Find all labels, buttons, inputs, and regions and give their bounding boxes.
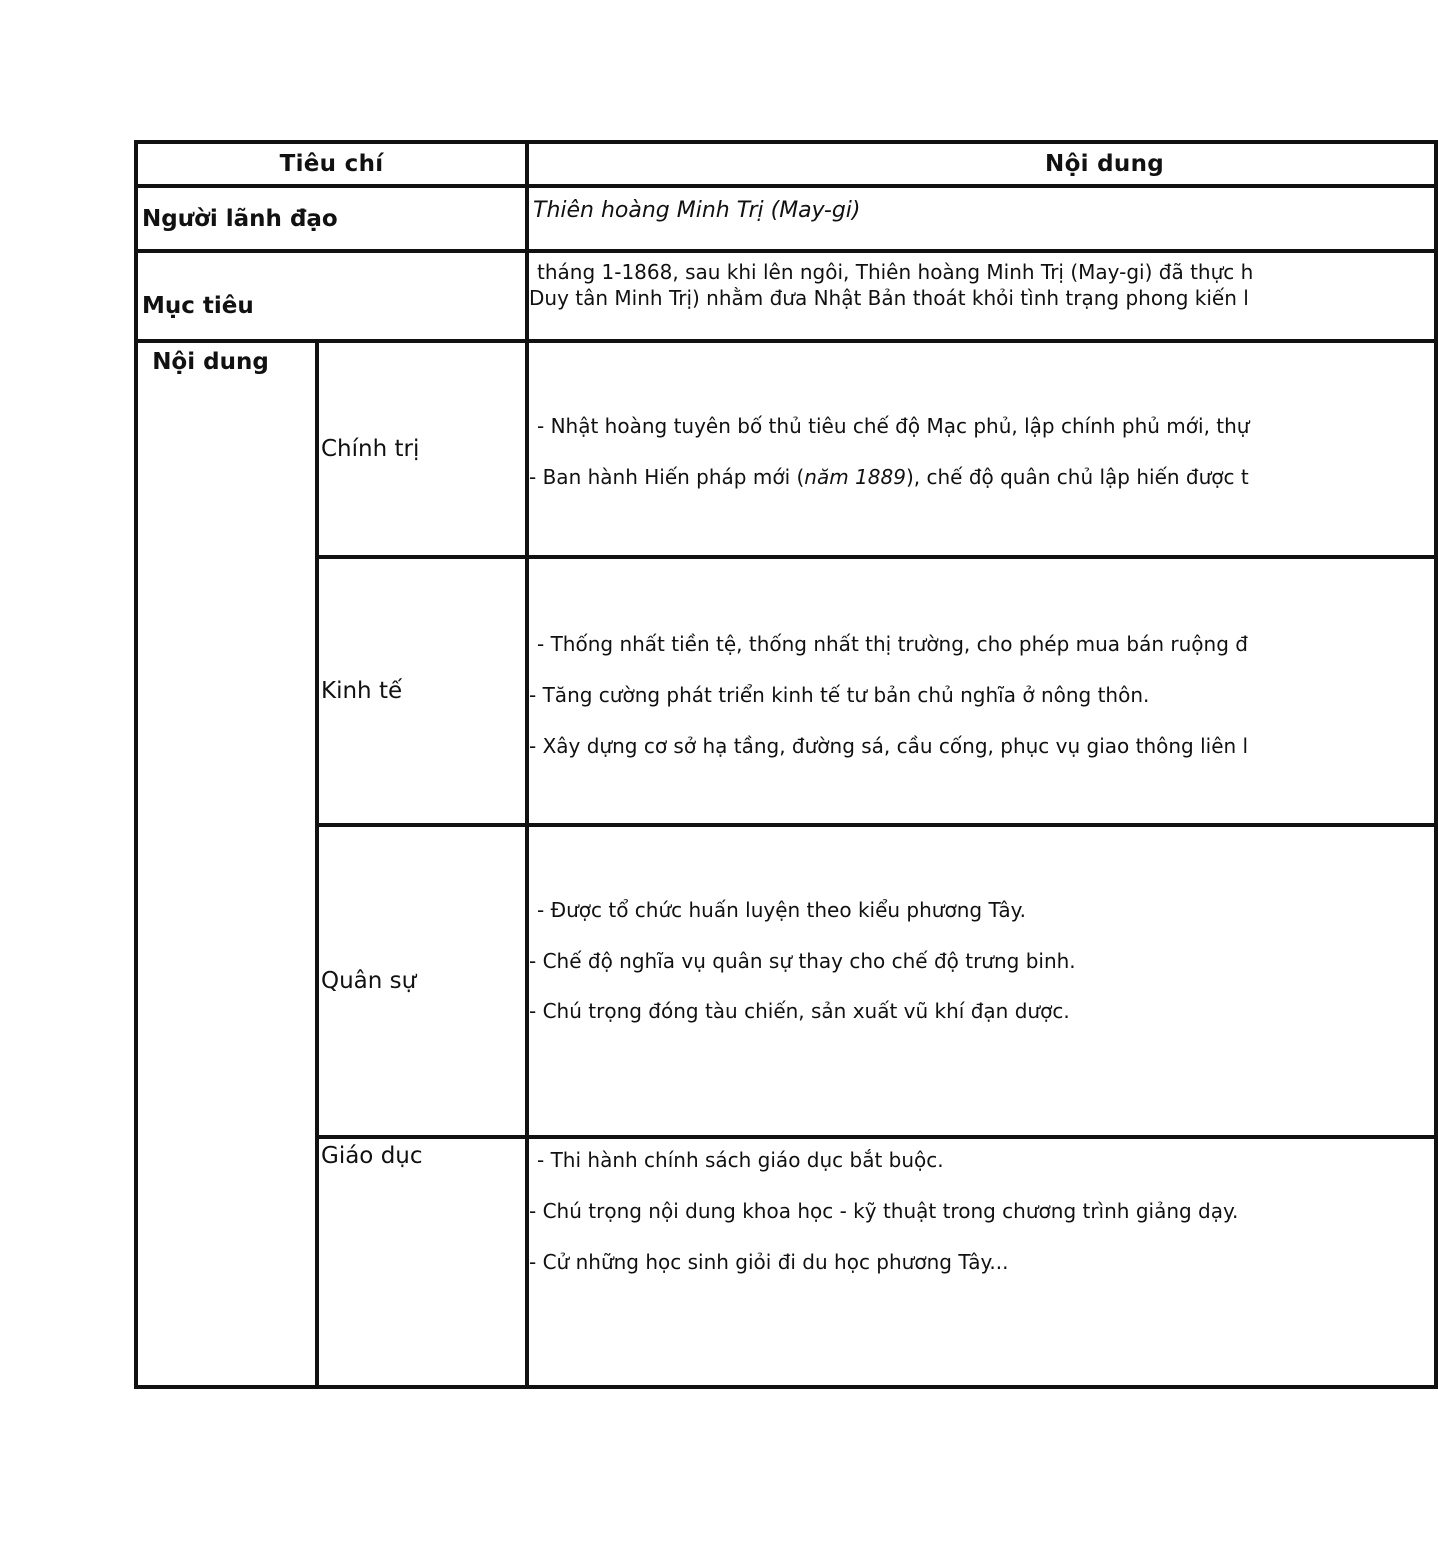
politics-line-year: năm 1889 (804, 465, 906, 489)
politics-line-part: - Ban hành Hiến pháp mới ( (529, 465, 805, 489)
economy-value (527, 557, 1436, 825)
goal-value (527, 251, 1436, 341)
economy-row (136, 557, 1436, 825)
politics-row (136, 341, 1436, 557)
education-line: - Cử những học sinh giỏi đi du học phương Tây... (529, 1250, 1009, 1274)
header-criteria: Tiêu chí (136, 142, 527, 186)
military-line: - Được tổ chức huấn luyện theo kiểu phương Tây. (537, 898, 1026, 922)
education-row (136, 1137, 1436, 1387)
reform-table (134, 140, 1438, 1389)
politics-line (529, 464, 1434, 490)
military-line: - Chú trọng đóng tàu chiến, sản xuất vũ khí đạn dược. (529, 999, 1070, 1023)
politics-value (527, 341, 1436, 557)
military-value (527, 825, 1436, 1137)
education-line: - Thi hành chính sách giáo dục bắt buộc. (537, 1148, 944, 1172)
politics-line-part: ), chế độ quân chủ lập hiến được t (905, 465, 1249, 489)
education-label: Giáo dục (317, 1137, 527, 1387)
politics-label: Chính trị (317, 341, 527, 557)
politics-line: - Nhật hoàng tuyên bố thủ tiêu chế độ Mạc phủ, lập chính phủ mới, thự (537, 414, 1250, 438)
goal-row (136, 251, 1436, 341)
leader-row (136, 186, 1436, 251)
leader-label: Người lãnh đạo (136, 186, 527, 251)
header-content: Nội dung (527, 142, 1436, 186)
military-label: Quân sự (317, 825, 527, 1137)
goal-line: tháng 1-1868, sau khi lên ngôi, Thiên hoàng Minh Trị (May-gi) đã thực h (537, 260, 1254, 284)
economy-line: - Tăng cường phát triển kinh tế tư bản chủ nghĩa ở nông thôn. (529, 683, 1150, 707)
goal-line: Duy tân Minh Trị) nhằm đưa Nhật Bản thoát khỏi tình trạng phong kiến l (529, 286, 1249, 310)
military-line: - Chế độ nghĩa vụ quân sự thay cho chế độ trưng binh. (529, 949, 1076, 973)
economy-line: - Xây dựng cơ sở hạ tầng, đường sá, cầu cống, phục vụ giao thông liên l (529, 734, 1249, 758)
content-label: Nội dung (136, 341, 317, 1387)
military-row (136, 825, 1436, 1137)
education-value (527, 1137, 1436, 1387)
header-row (136, 142, 1436, 186)
goal-label: Mục tiêu (136, 251, 527, 341)
economy-line: - Thống nhất tiền tệ, thống nhất thị trường, cho phép mua bán ruộng đ (537, 632, 1248, 656)
education-line: - Chú trọng nội dung khoa học - kỹ thuật trong chương trình giảng dạy. (529, 1199, 1239, 1223)
economy-label: Kinh tế (317, 557, 527, 825)
leader-value: Thiên hoàng Minh Trị (May-gi) (527, 186, 1436, 251)
reform-table-viewport (134, 140, 1254, 1385)
